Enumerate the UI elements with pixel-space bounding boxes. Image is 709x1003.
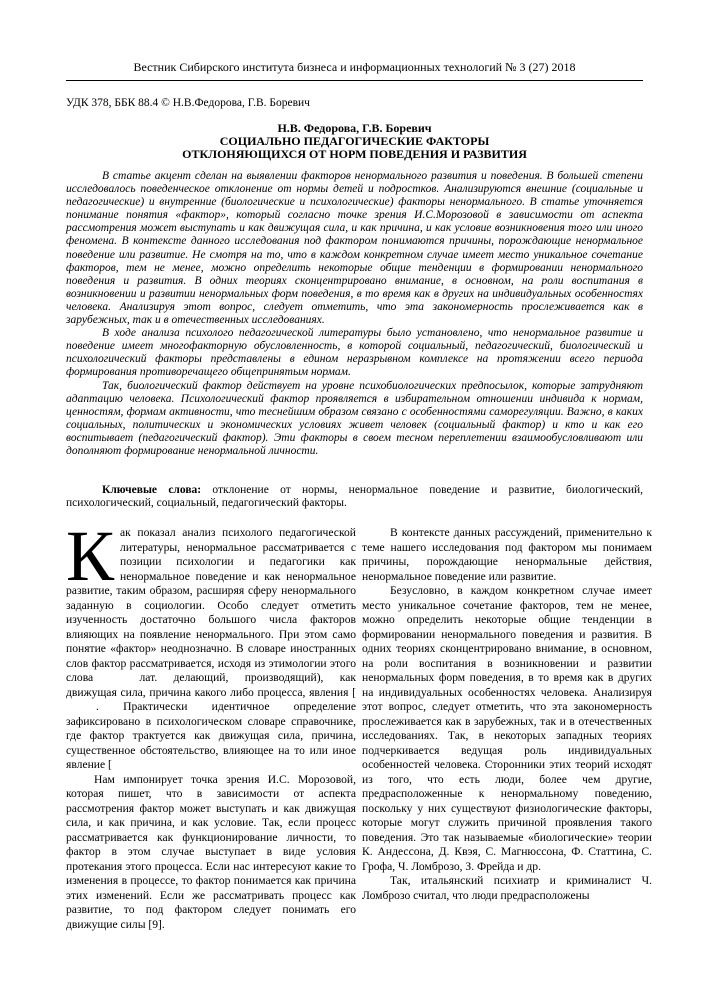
abstract [66,170,643,458]
body-column-right [362,526,652,903]
body-paragraph [66,516,356,773]
keywords [66,484,643,510]
abstract-paragraph: Так, биологический фактор действует на уровне психобиологических предпосылок, которые затрудняют адаптацию человека. Психологический фактор проявляется в избирательном отношении индивида к нормам, ценностям, формам активности, что теснейшим образом связано с особенностями саморегуляции. Важно, в каких социальных, политических и экономических условиях живет человек (социальный фактор) и кто и как его воспитывает (педагогический фактор). Эти факторы в своем тесном переплетении взаимообусловливают или дополняют формирование ненормальной личности. [66,379,643,457]
body-paragraph: Безусловно, в каждом конкретном случае имеет место уникальное сочетание факторов, тем не менее, можно определить некоторые общие тенденции в формировании ненормального поведения и развития. В одних теориях сконцентрировано внимание, в основном, на роли воспитания в возникновении и развитии ненормальных форм поведения, в то время как в других на индивидуальных особенностях человека. Анализируя этот вопрос, следует отметить, что эта закономерность прослеживается как в зарубежных, так и в отечественных исследованиях. Так, в некоторых западных теориях подчеркивается ведущая роль индивидуальных особенностей человека. Сторонники этих теорий исходят из того, что есть люди, более чем другие, предрасположенные к ненормальному поведению, поскольку у них существуют физиологические факторы, которые могут служить причиной проявления такого поведения. Это так называемые «биологические» теории К. Андессона, Д. Квэя, С. Магнюссона, Ф. Статтина, С. Грофа, Ч. Ломброзо, З. Фрейда и др. [362,584,652,873]
authors: Н.В. Федорова, Г.В. Боревич [277,121,432,135]
journal-header: Вестник Сибирского института бизнеса и информационных технологий № 3 (27) 2018 [133,60,576,74]
title-line-1: СОЦИАЛЬНО ПЕДАГОГИЧЕСКИЕ ФАКТОРЫ [219,134,490,148]
body-column-left [66,516,356,932]
body-paragraph: Нам импонирует точка зрения И.С. Морозовой, которая пишет, что в зависимости от аспекта рассмотрения фактор может выступать и как движущая сила, и как причина, и как условие. Так, если процесс рассматривается как функционирование личности, то фактор в этом случае выступает в виде условия протекания этого процесса. Если нас интересуют какие то изменения в процессе, то фактор понимается как причина этих изменений. Если же рассматривать процесс как развитие, то под фактором следует понимать его движущие силы [9]. [66,772,356,931]
abstract-paragraph: В ходе анализа психолого педагогической литературы было установлено, что ненормальное развитие и поведение имеет многофакторную обусловленность, в которой социальный, педагогический, биологический и психологический факторы представлены в едином неразрывном комплексе на протяжении всего периода формирования противоречащего общепринятым нормам. [66,327,643,379]
header-rule [66,80,643,81]
keywords-text: отклонение от нормы, ненормальное поведение и развитие, биологический, психологический, социальный, педагогический факторы. [66,484,643,509]
article-title-block [66,122,643,161]
body-text: . Практически идентичное определение зафиксировано в психологическом словаре справочнике, где фактор трактуется как движущая сила, причина, существенное обстоятельство, влияющее на то или иное явление [ [66,700,356,771]
body-text: лат. делающий, производящий), как движущая сила, причина какого либо процесса, явления [ [66,671,356,699]
title-line-2: ОТКЛОНЯЮЩИХСЯ ОТ НОРМ ПОВЕДЕНИЯ И РАЗВИТИЯ [182,147,527,161]
keywords-label: Ключевые слова: [102,484,202,496]
body-text: ак показал анализ психолого педагогической литературы, ненормальное рассматривается с позиции психологии и педагогики как ненормальное поведение и как ненормальное развитие, таким образом, расширяя сферу ненормального заданную в социологии. Особо следует отметить изученность достаточно большого числа факторов влияющих на появление ненормального. При этом само понятие «фактор» неоднозначно. В словаре иностранных слов фактор рассматривается, исходя из этимологии этого слова [66,526,356,684]
body-paragraph: В контексте данных рассуждений, применительно к теме нашего исследования под фактором мы понимаем причины, порождающие ненормальные действия, ненормальное поведение или развитие. [362,526,652,583]
abstract-paragraph: В статье акцент сделан на выявлении факторов ненормального развития и поведения. В большей степени исследовалось поведенческое отклонение от нормы детей и подростков. Анализируются внешние (социальные и педагогические) и внутренние (биологические и психологические) факторы ненормального. В статье уточняется понимание понятия «фактор», который согласно точке зрения И.С.Морозовой в зависимости от аспекта рассмотрения может выступать и как движущая сила, и как причина, и как условие возникновения того или иного феномена. В контексте данного исследования под фактором понимаются причины, порождающие ненормальное поведение или развитие. Не смотря на то, что в каждом конкретном случае имеет место уникальное сочетание факторов, тем не менее, можно определить некоторые общие тенденции в формировании ненормального поведения и развития. В одних теориях сконцентрировано внимание, в основном, на роли воспитания в возникновении и развитии ненормальных форм поведения, в то время как в других на индивидуальных особенностях человека. Анализируя этот вопрос, следует отметить, что эта закономерность прослеживается как в зарубежных, так и в отечественных исследованиях. [66,170,643,327]
drop-cap: К [66,516,115,596]
udk-line: УДК 378, ББК 88.4 © Н.В.Федорова, Г.В. Боревич [66,97,310,109]
body-paragraph: Так, итальянский психиатр и криминалист Ч. Ломброзо считал, что люди предрасположены [362,874,652,902]
